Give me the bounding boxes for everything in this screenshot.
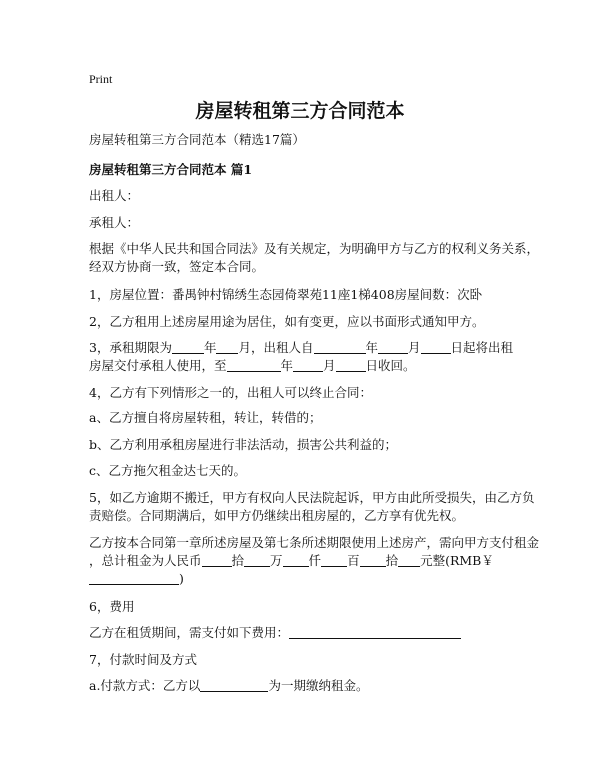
blank-field [314, 340, 366, 354]
clause-3-text: 年 [280, 358, 294, 373]
clause-2: 2，乙方租用上述房屋用途为居住，如有变更，应以书面形式通知甲方。 [89, 314, 485, 329]
clause-3-text: 房屋交付承租人使用，至 [89, 358, 227, 373]
clause-7: 7，付款时间及方式 [89, 652, 197, 667]
intro-line-2: 经双方协商一致，签定本合同。 [89, 259, 265, 274]
blank-field [172, 340, 204, 354]
clause-4: 4，乙方有下列情形之一的，出租人可以终止合同： [89, 385, 372, 400]
clause-5-line-2: 责赔偿。合同期满后，如甲方仍继续出租房屋的，乙方享有优先权。 [89, 508, 465, 523]
blank-field [336, 358, 366, 372]
clause-1: 1，房屋位置：番禺钟村锦绣生态园倚翠苑11座1梯408房屋间数：次卧 [89, 287, 483, 302]
lessor-line: 出租人： [89, 188, 140, 203]
clause-3-line-2 [89, 357, 529, 375]
payment-text: 万 [270, 553, 283, 568]
clause-3-text: 3，承租期限为 [89, 340, 172, 355]
clause-3-text: 年 [203, 340, 217, 355]
print-label: Print [89, 72, 113, 86]
payment-text: 拾 [231, 553, 245, 568]
clause-3-text: 月 [323, 358, 336, 373]
clause-4b: b、乙方利用承租房屋进行非法活动，损害公共利益的； [89, 437, 398, 452]
clause-6-text [89, 624, 529, 642]
blank-field [200, 678, 268, 692]
clause-3-text: 月，出租人自 [238, 340, 314, 355]
blank-field [293, 358, 323, 372]
blank-field [398, 553, 420, 567]
doc-subtitle: 房屋转租第三方合同范本（精选17篇） [89, 132, 305, 147]
clause-3-text: 日收回。 [365, 358, 416, 373]
payment-text: ) [179, 571, 184, 586]
payment-text: 仟 [308, 553, 322, 568]
payment-text: ，总计租金为人民币 [89, 553, 202, 568]
clause-3-text: 年 [365, 340, 379, 355]
blank-field [360, 553, 386, 567]
clause-5-line-1: 5，如乙方逾期不搬迁，甲方有权向人民法院起诉，甲方由此所受损失，由乙方负 [89, 490, 535, 505]
clause-3-text: 月 [408, 340, 421, 355]
payment-line-3 [89, 570, 529, 588]
blank-field [378, 340, 408, 354]
payment-text: 百 [347, 553, 360, 568]
blank-field [421, 340, 451, 354]
section-title: 房屋转租第三方合同范本 篇1 [89, 162, 253, 177]
blank-field [227, 358, 281, 372]
clause-4c: c、乙方拖欠租金达七天的。 [89, 463, 247, 478]
lessee-line: 承租人： [89, 215, 140, 230]
clause-7a-text: a.付款方式：乙方以 [89, 678, 201, 693]
payment-line-1: 乙方按本合同第一章所述房屋及第七条所述期限使用上述房产，需向甲方支付租金 [89, 535, 540, 550]
blank-field [283, 553, 309, 567]
clause-7a [89, 677, 529, 695]
blank-field [289, 625, 461, 639]
blank-field [202, 553, 232, 567]
page-title: 房屋转租第三方合同范本 [195, 100, 405, 122]
blank-field [244, 553, 270, 567]
clause-4a: a、乙方擅自将房屋转租，转让，转借的； [89, 410, 322, 425]
clause-3-text: 日起将出租 [450, 340, 514, 355]
clause-6-label: 乙方在租赁期间，需支付如下费用： [89, 625, 290, 640]
intro-line-1: 根据《中华人民共和国合同法》及有关规定，为明确甲方与乙方的权利义务关系， [89, 241, 540, 256]
payment-text: 元整(RMB￥ [420, 553, 494, 568]
clause-6: 6，费用 [89, 599, 135, 614]
payment-line-2 [89, 552, 529, 570]
blank-field [216, 340, 238, 354]
blank-field [321, 553, 347, 567]
payment-text: 拾 [385, 553, 399, 568]
blank-field [89, 571, 179, 585]
clause-3-line-1 [89, 339, 529, 357]
clause-7a-text: 为一期缴纳租金。 [268, 678, 369, 693]
